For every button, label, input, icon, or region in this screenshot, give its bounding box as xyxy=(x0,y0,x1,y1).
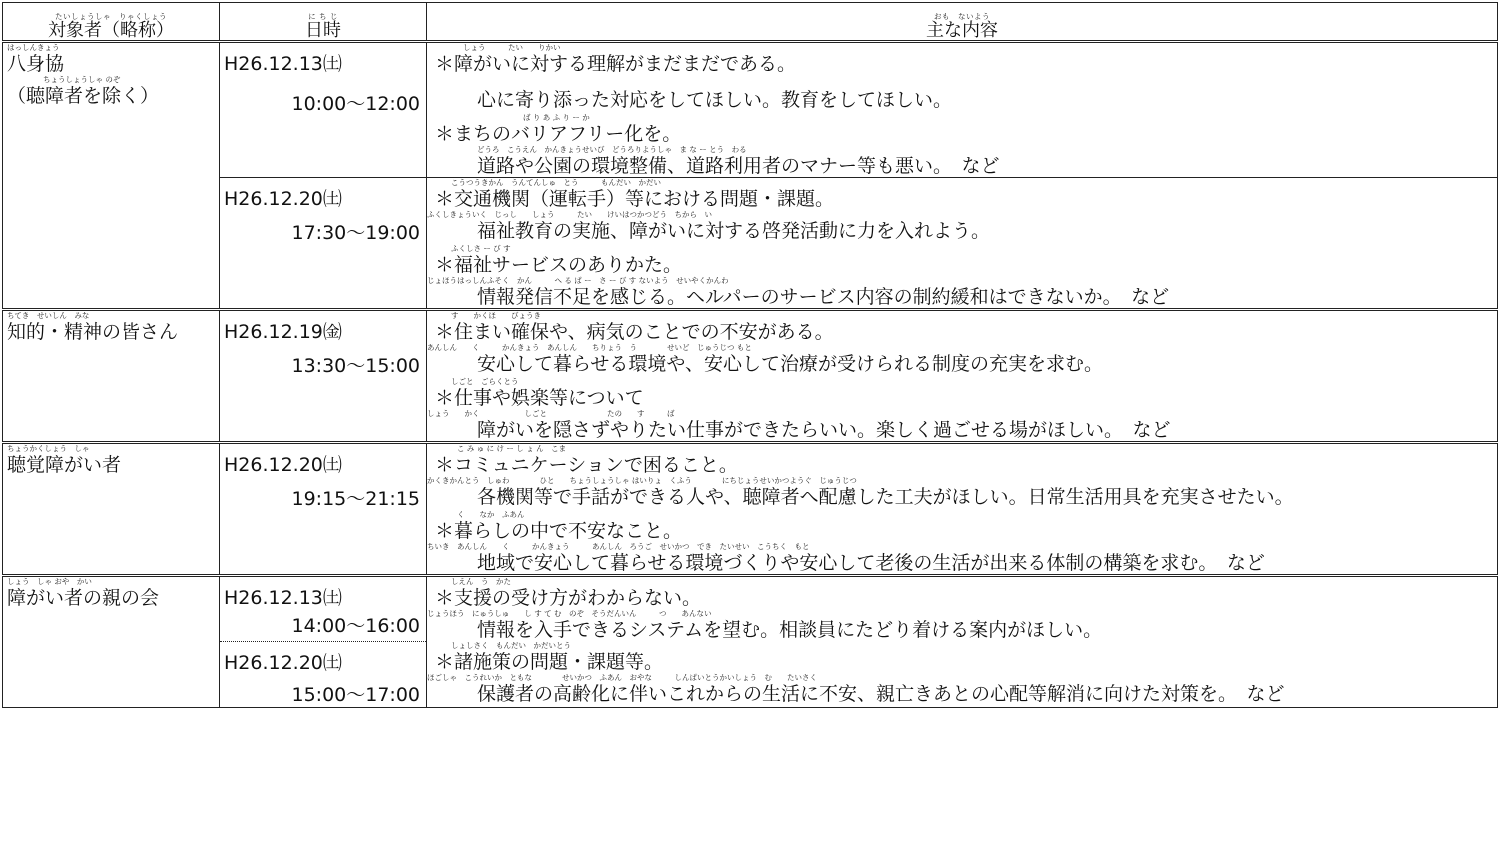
target-ruby: ちょうかくしょう しゃ xyxy=(7,444,90,453)
content-cell xyxy=(427,641,1498,708)
session-time: 13:30～15:00 xyxy=(291,355,420,377)
content-line: 地域で安心して暮らせる環境づくりや安心して老後の生活が出来る体制の構築を求む。 など xyxy=(477,552,1265,574)
target-cell xyxy=(3,443,220,576)
datetime-cell xyxy=(220,310,427,443)
content-line: 情報発信不足を感じる。ヘルパーのサービス内容の制約緩和はできないか。 など xyxy=(477,286,1170,308)
session-time: 17:30～19:00 xyxy=(291,222,420,244)
content-line: ＊諸施策の問題・課題等。 xyxy=(435,651,664,673)
content-line: 福祉教育の実施、障がいに対する啓発活動に力を入れよう。 xyxy=(477,220,991,242)
datetime-cell xyxy=(220,641,427,708)
content-line: 心に寄り添った対応をしてほしい。教育をしてほしい。 xyxy=(477,89,953,111)
content-line: 安心して暮らせる環境や、安心して治療が受けられる制度の充実を求む。 xyxy=(477,353,1104,375)
header-datetime-label: 日時 xyxy=(305,20,341,41)
content-ruby: ちいき あんしん く かんきょう あんしん ろうご せいかつ でき たいせい こうちく もと xyxy=(427,542,810,551)
content-line: ＊障がいに対する理解がまだまだである。 xyxy=(435,53,797,75)
target-name: 八身協 xyxy=(7,53,65,75)
target-ruby: ちてき せいしん みな xyxy=(7,311,90,320)
table-row xyxy=(3,42,1498,178)
header-target-ruby: たいしょうしゃ りゃくしょう xyxy=(55,12,167,21)
table-row xyxy=(3,641,1498,708)
content-ruby: こ み ゅ に け ー し ょ ん こま xyxy=(457,444,567,453)
content-line: 各機関等で手話ができる人や、聴障者へ配慮した工夫がほしい。日常生活用具を充実させたい。 xyxy=(477,486,1294,508)
content-cell xyxy=(427,42,1498,178)
content-ruby: しえん う かた xyxy=(451,577,511,586)
content-line: 保護者の高齢化に伴いこれからの生活に不安、親亡きあとの心配等解消に向けた対策を。 など xyxy=(477,683,1285,705)
content-ruby: しごと ごらくとう xyxy=(451,377,519,386)
content-line: ＊交通機関（運転手）等における問題・課題。 xyxy=(435,188,835,210)
session-date: H26.12.19㈮ xyxy=(224,321,342,343)
opinion-table xyxy=(2,2,1498,708)
content-ruby: あんしん く かんきょう あんしん ちりょう う せいど じゅうじつ もと xyxy=(427,343,752,352)
content-line: 情報を入手できるシステムを望む。相談員にたどり着ける案内がほしい。 xyxy=(477,619,1103,641)
datetime-cell xyxy=(220,443,427,576)
session-date: H26.12.13㈯ xyxy=(224,53,342,75)
content-line: 道路や公園の環境整備、道路利用者のマナー等も悪い。 など xyxy=(477,155,1000,177)
session-date: H26.12.13㈯ xyxy=(224,587,342,609)
content-line: ＊暮らしの中で不安なこと。 xyxy=(435,520,683,542)
content-line: 障がいを隠さずやりたい仕事ができたらいい。楽しく過ごせる場がほしい。 など xyxy=(477,419,1171,441)
content-ruby: く なか ふあん xyxy=(457,510,525,519)
content-line: ＊コミュニケーションで困ること。 xyxy=(435,454,738,476)
content-ruby: ふくしさ ー び す xyxy=(451,244,511,253)
table-row xyxy=(3,443,1498,576)
session-date: H26.12.20㈯ xyxy=(224,188,342,210)
session-time: 14:00～16:00 xyxy=(291,615,420,637)
content-ruby: ば り あ ふ り ー か xyxy=(523,113,590,122)
target-cell xyxy=(3,576,220,708)
content-line: ＊福祉サービスのありかた。 xyxy=(435,254,683,276)
header-datetime-ruby: に ち じ xyxy=(308,12,338,21)
datetime-cell xyxy=(220,576,427,642)
datetime-cell xyxy=(220,42,427,178)
target-ruby: しょう しゃ おや かい xyxy=(7,577,92,586)
target-ruby: はっしんきょう xyxy=(7,43,60,52)
content-cell xyxy=(427,576,1498,642)
session-time: 19:15～21:15 xyxy=(291,488,420,510)
session-date: H26.12.20㈯ xyxy=(224,454,342,476)
content-ruby: ふくしきょういく じっし しょう たい けいはつかつどう ちから い xyxy=(427,210,712,219)
header-datetime xyxy=(220,3,427,42)
target-name-2: （聴障者を除く） xyxy=(7,85,160,107)
content-cell xyxy=(427,443,1498,576)
content-line: ＊まちのバリアフリー化を。 xyxy=(435,123,682,145)
target-ruby-2: ちょうしょうしゃ のぞ xyxy=(43,75,121,84)
header-target xyxy=(3,3,220,42)
header-content-label: 主な内容 xyxy=(926,20,998,41)
content-ruby: ほごしゃ こうれいか ともな せいかつ ふあん おやな しんぱいとうかいしょう む たいさく xyxy=(427,673,817,682)
content-ruby: す かくほ びょうき xyxy=(451,311,541,320)
content-ruby: じょほうはっしんふそく かん へ る ぱ ー さ ー び す ないよう せいやくかんわ xyxy=(427,276,729,285)
table-row xyxy=(3,576,1498,642)
target-name: 障がい者の親の会 xyxy=(7,587,160,609)
session-date: H26.12.20㈯ xyxy=(224,651,342,674)
content-line: ＊支援の受け方がわからない。 xyxy=(435,587,702,609)
content-cell xyxy=(427,310,1498,443)
content-ruby: じょうほう にゅうしゅ し す て む のぞ そうだんいん つ あんない xyxy=(427,609,712,618)
content-ruby: しょう かく しごと たの す ば xyxy=(427,409,675,418)
content-ruby: どうろ こうえん かんきょうせいび どうろりようしゃ ま な ー とう わる xyxy=(477,145,747,154)
target-cell xyxy=(3,42,220,310)
content-ruby: こうつうきかん うんてんしゅ とう もんだい かだい xyxy=(451,178,661,187)
content-line: ＊住まい確保や、病気のことでの不安がある。 xyxy=(435,321,834,343)
target-name: 聴覚障がい者 xyxy=(7,454,122,476)
session-time: 15:00～17:00 xyxy=(291,683,420,706)
header-target-label: 対象者（略称） xyxy=(48,20,174,41)
content-ruby: かくきかんとう しゅわ ひと ちょうしょうしゃ はいりょ くふう にちじょうせいかつようぐ じゅうじつ xyxy=(427,476,857,485)
header-content-ruby: おも ないよう xyxy=(934,12,990,21)
content-cell xyxy=(427,178,1498,310)
content-line: ＊仕事や娯楽等について xyxy=(435,387,644,409)
table-row xyxy=(3,310,1498,443)
table-row xyxy=(3,178,1498,310)
target-cell xyxy=(3,310,220,443)
content-ruby: しょしさく もんだい かだいとう xyxy=(451,641,571,650)
content-ruby: しょう たい りかい xyxy=(463,43,561,52)
session-time: 10:00～12:00 xyxy=(291,93,420,115)
header-content xyxy=(427,3,1498,42)
target-name: 知的・精神の皆さん xyxy=(7,321,179,343)
datetime-cell xyxy=(220,178,427,310)
header-row xyxy=(3,3,1498,42)
